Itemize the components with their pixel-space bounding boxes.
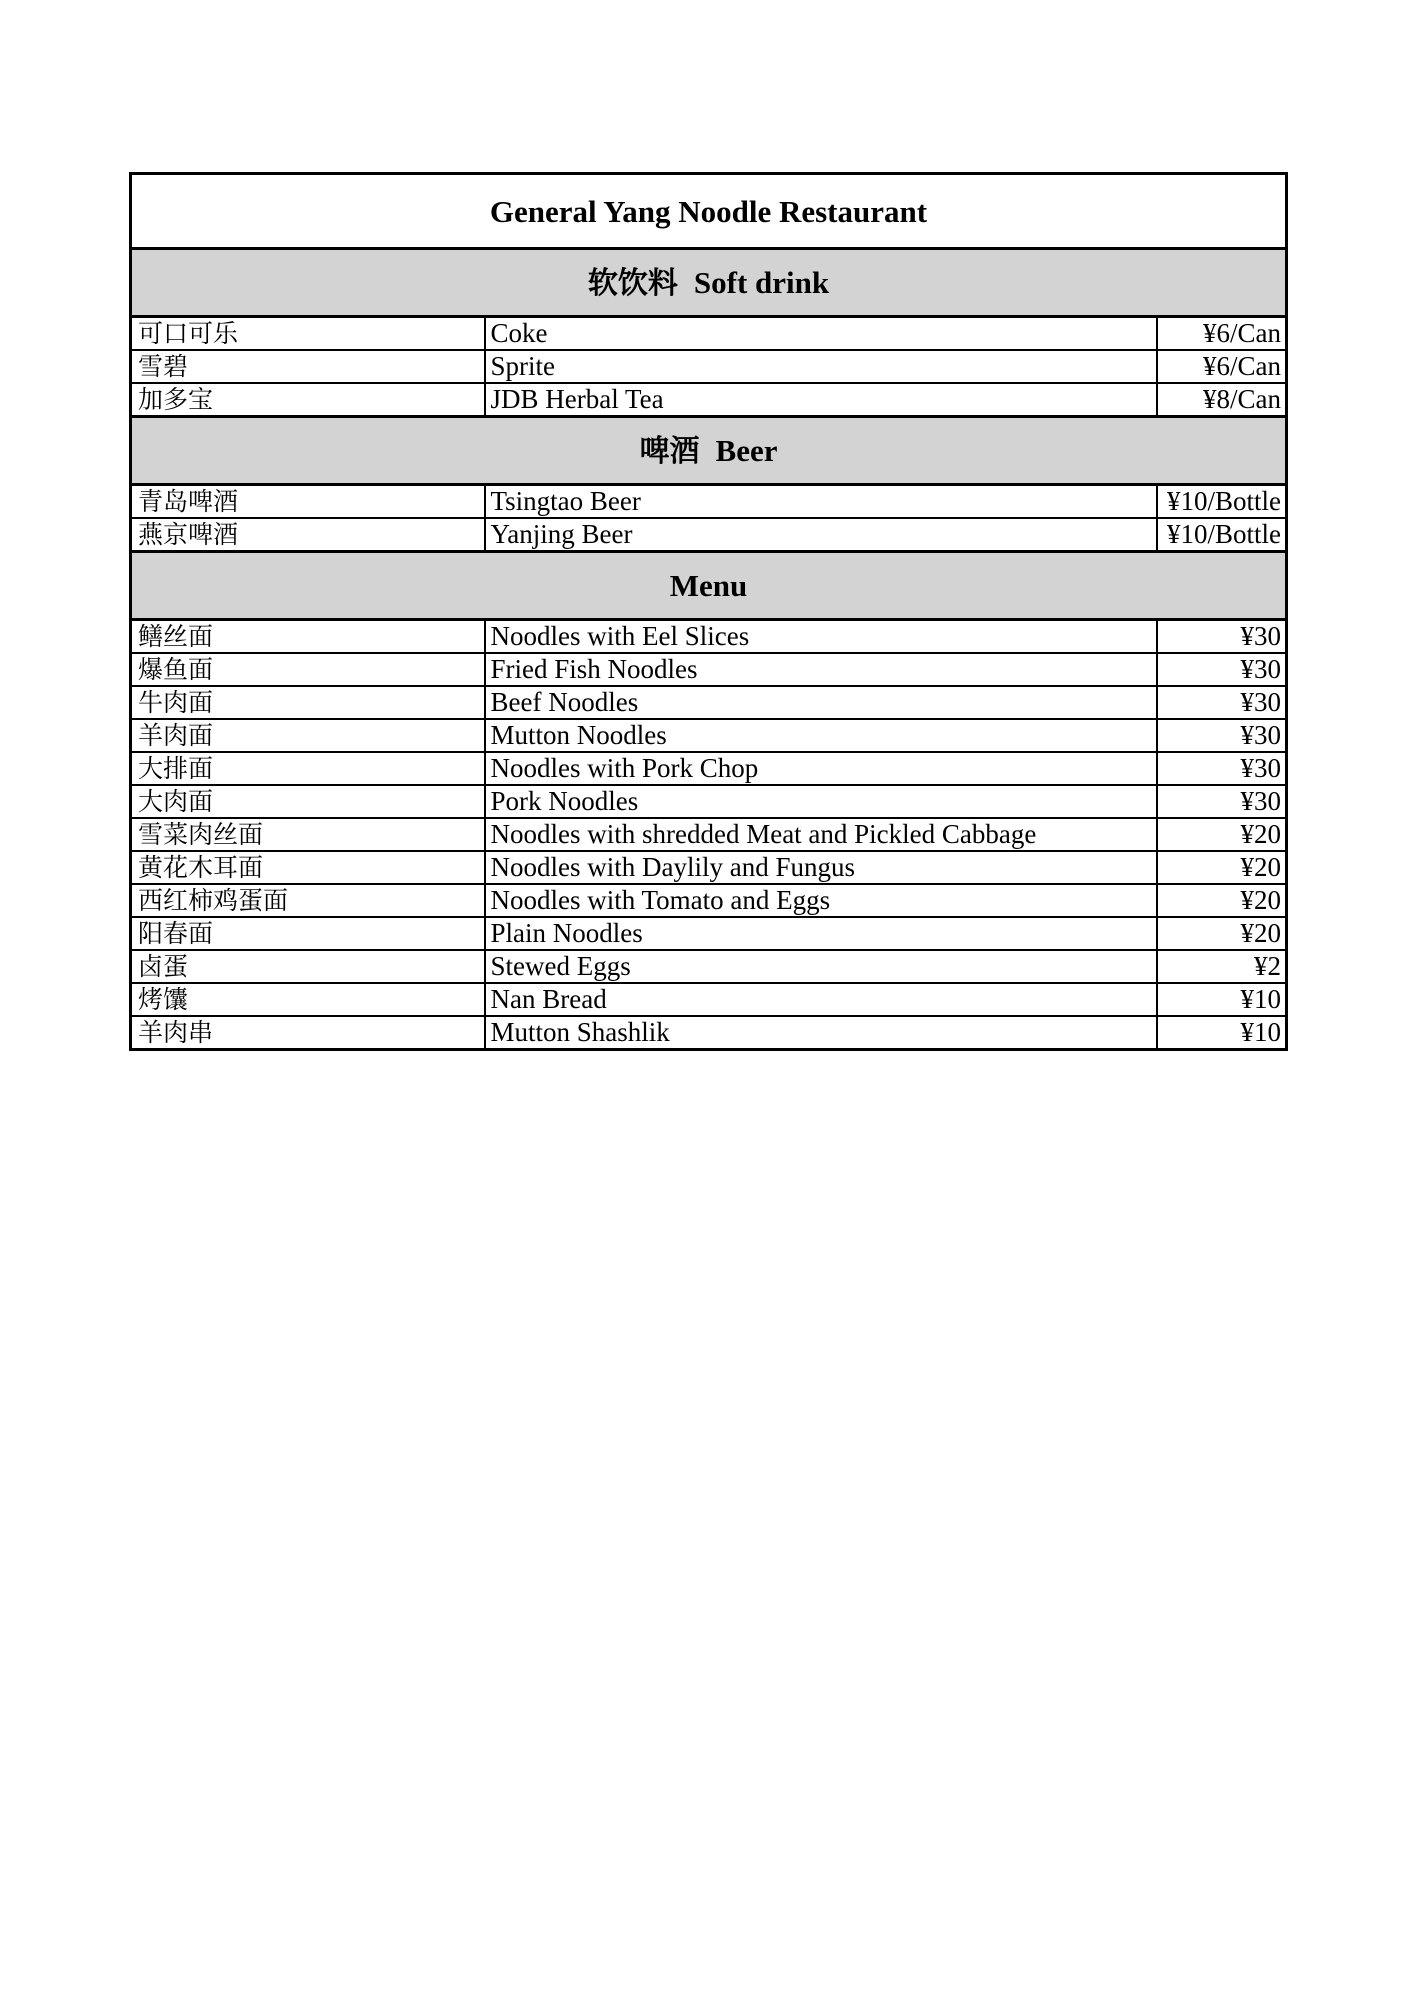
menu-body — [131, 174, 1287, 1050]
item-name-zh: 燕京啤酒 — [131, 518, 485, 552]
item-name-zh: 西红柿鸡蛋面 — [131, 884, 485, 917]
item-price: ¥20 — [1157, 818, 1287, 851]
item-name-zh: 青岛啤酒 — [131, 485, 485, 519]
menu-item-row — [131, 686, 1287, 719]
item-name-en: Noodles with Daylily and Fungus — [485, 851, 1157, 884]
menu-item-row — [131, 653, 1287, 686]
menu-item-row — [131, 620, 1287, 654]
restaurant-title: General Yang Noodle Restaurant — [131, 174, 1287, 249]
item-name-zh: 雪菜肉丝面 — [131, 818, 485, 851]
section-heading — [131, 552, 1287, 620]
item-name-en: Sprite — [485, 350, 1157, 383]
item-name-en: Fried Fish Noodles — [485, 653, 1157, 686]
menu-item-row — [131, 917, 1287, 950]
item-name-en: Mutton Shashlik — [485, 1016, 1157, 1050]
item-name-zh: 大肉面 — [131, 785, 485, 818]
item-name-en: Nan Bread — [485, 983, 1157, 1016]
menu-table — [129, 172, 1288, 1051]
menu-item-row — [131, 950, 1287, 983]
section-heading — [131, 249, 1287, 317]
menu-item-row — [131, 818, 1287, 851]
menu-item-row — [131, 383, 1287, 417]
menu-item-row — [131, 1016, 1287, 1050]
item-name-en: JDB Herbal Tea — [485, 383, 1157, 417]
item-name-en: Coke — [485, 317, 1157, 351]
item-name-zh: 可口可乐 — [131, 317, 485, 351]
item-price: ¥2 — [1157, 950, 1287, 983]
item-price: ¥10/Bottle — [1157, 518, 1287, 552]
section-header-row — [131, 552, 1287, 620]
item-price: ¥20 — [1157, 884, 1287, 917]
menu-item-row — [131, 884, 1287, 917]
item-price: ¥10/Bottle — [1157, 485, 1287, 519]
menu-item-row — [131, 752, 1287, 785]
item-name-zh: 羊肉串 — [131, 1016, 485, 1050]
menu-item-row — [131, 485, 1287, 519]
item-name-en: Noodles with Eel Slices — [485, 620, 1157, 654]
section-heading-en: Beer — [715, 432, 778, 468]
section-heading-zh: 软饮料 — [587, 265, 678, 301]
menu-item-row — [131, 317, 1287, 351]
item-price: ¥30 — [1157, 686, 1287, 719]
menu-item-row — [131, 983, 1287, 1016]
item-name-en: Pork Noodles — [485, 785, 1157, 818]
menu-item-row — [131, 851, 1287, 884]
item-name-zh: 加多宝 — [131, 383, 485, 417]
item-name-zh: 雪碧 — [131, 350, 485, 383]
menu-item-row — [131, 350, 1287, 383]
item-name-zh: 黄花木耳面 — [131, 851, 485, 884]
item-price: ¥20 — [1157, 851, 1287, 884]
item-price: ¥6/Can — [1157, 350, 1287, 383]
item-price: ¥10 — [1157, 1016, 1287, 1050]
item-name-zh: 阳春面 — [131, 917, 485, 950]
item-price: ¥30 — [1157, 719, 1287, 752]
item-price: ¥8/Can — [1157, 383, 1287, 417]
item-name-zh: 羊肉面 — [131, 719, 485, 752]
item-name-zh: 牛肉面 — [131, 686, 485, 719]
section-heading-en: Menu — [669, 568, 748, 603]
section-header-row — [131, 417, 1287, 485]
section-header-row — [131, 249, 1287, 317]
item-name-zh: 烤馕 — [131, 983, 485, 1016]
item-name-en: Stewed Eggs — [485, 950, 1157, 983]
item-name-zh: 鳝丝面 — [131, 620, 485, 654]
item-price: ¥6/Can — [1157, 317, 1287, 351]
item-price: ¥30 — [1157, 752, 1287, 785]
item-price: ¥20 — [1157, 917, 1287, 950]
item-name-en: Mutton Noodles — [485, 719, 1157, 752]
menu-item-row — [131, 518, 1287, 552]
item-name-en: Beef Noodles — [485, 686, 1157, 719]
item-name-en: Noodles with shredded Meat and Pickled Cabbage — [485, 818, 1157, 851]
item-price: ¥30 — [1157, 785, 1287, 818]
section-heading-en: Soft drink — [693, 264, 830, 300]
item-name-en: Noodles with Tomato and Eggs — [485, 884, 1157, 917]
item-name-en: Yanjing Beer — [485, 518, 1157, 552]
item-name-en: Plain Noodles — [485, 917, 1157, 950]
section-heading — [131, 417, 1287, 485]
item-name-zh: 卤蛋 — [131, 950, 485, 983]
item-price: ¥30 — [1157, 620, 1287, 654]
item-price: ¥10 — [1157, 983, 1287, 1016]
item-name-en: Tsingtao Beer — [485, 485, 1157, 519]
item-name-zh: 爆鱼面 — [131, 653, 485, 686]
menu-item-row — [131, 785, 1287, 818]
menu-item-row — [131, 719, 1287, 752]
title-row — [131, 174, 1287, 249]
item-name-zh: 大排面 — [131, 752, 485, 785]
item-name-en: Noodles with Pork Chop — [485, 752, 1157, 785]
item-price: ¥30 — [1157, 653, 1287, 686]
section-heading-zh: 啤酒 — [639, 433, 700, 469]
